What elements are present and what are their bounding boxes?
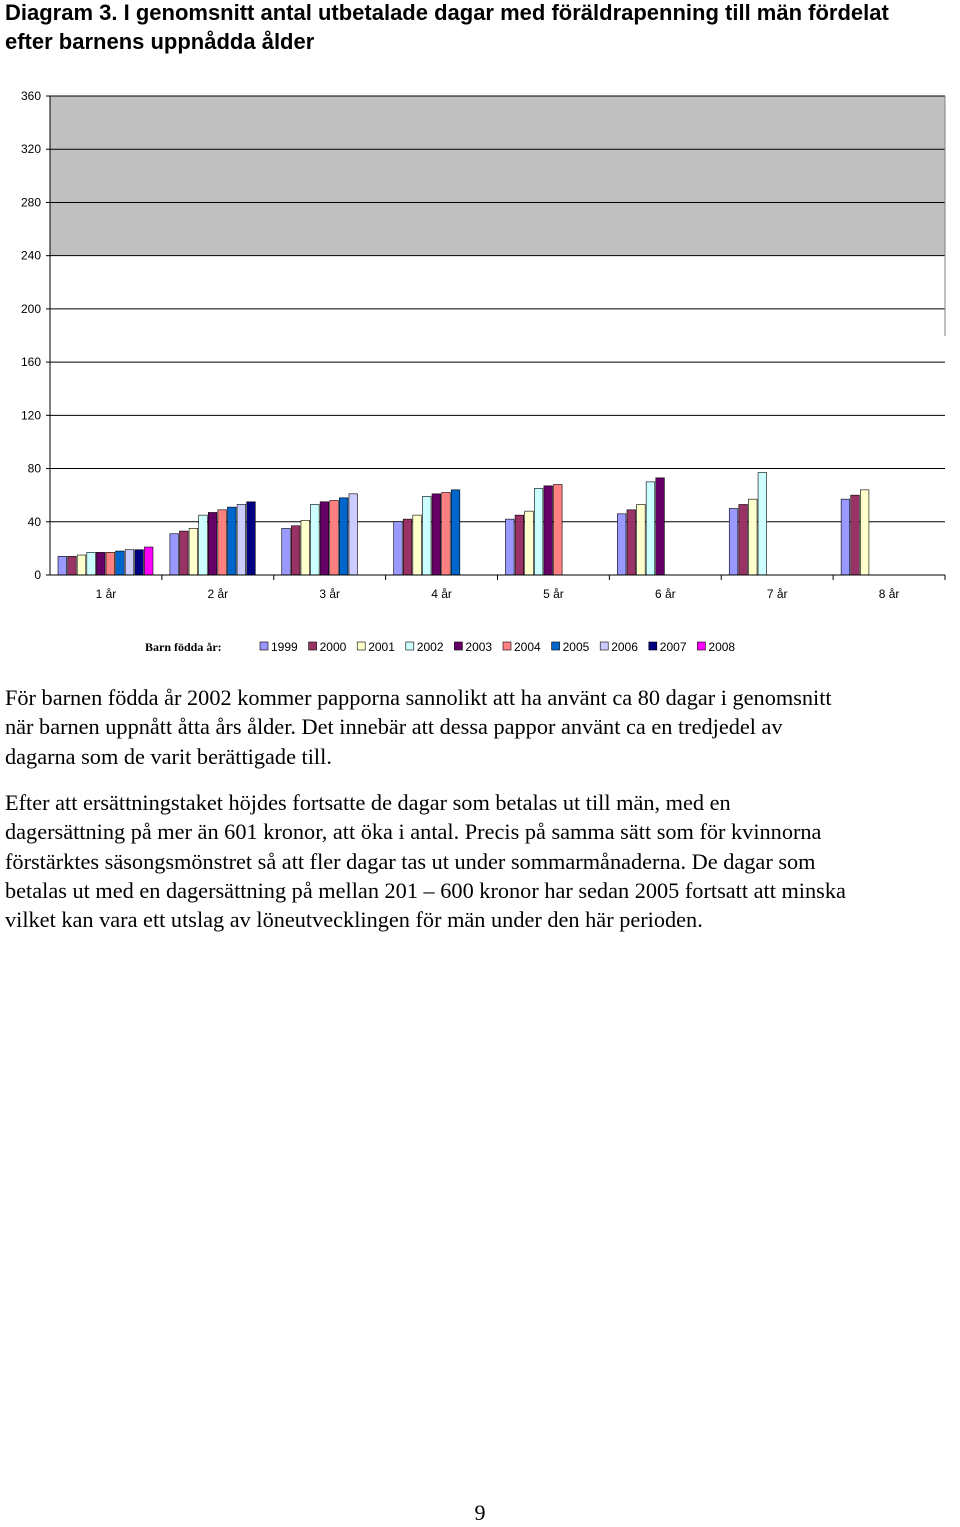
y-tick-label: 80 (27, 461, 41, 476)
bar-1999-3 (282, 528, 291, 575)
bar-2001-3 (301, 520, 310, 575)
x-category-label: 4 år (431, 587, 452, 601)
diagram-title-line-2: efter barnens uppnådda ålder (5, 29, 315, 54)
bar-2007-2 (247, 502, 256, 575)
paragraph-2-line: vilket kan vara ett utslag av löneutvecklingen för män under den här perioden. (5, 907, 703, 933)
x-category-label: 5 år (543, 587, 564, 601)
legend-swatch-1999 (260, 642, 268, 650)
y-tick-label: 240 (20, 248, 41, 263)
legend-label-2000: 2000 (319, 640, 347, 654)
bar-2007-1 (135, 550, 144, 575)
plot-background (50, 96, 945, 575)
bar-1999-6 (617, 514, 626, 575)
legend-label-2004: 2004 (514, 640, 541, 654)
y-tick-label: 40 (27, 514, 41, 529)
legend-swatch-2006 (600, 642, 608, 650)
legend-label-1999: 1999 (271, 640, 298, 654)
y-axis-ticks (21, 89, 50, 582)
bar-2003-1 (96, 552, 105, 575)
legend-swatch-2005 (552, 642, 560, 650)
y-tick-label: 320 (20, 142, 41, 157)
bar-2002-3 (311, 504, 320, 575)
bar-2001-6 (637, 504, 646, 575)
x-axis-labels (96, 587, 900, 601)
bar-2002-1 (87, 552, 96, 575)
x-category-label: 6 år (654, 587, 676, 601)
y-tick-label: 0 (34, 568, 41, 582)
bar-2003-3 (320, 502, 329, 575)
plot-area-upper-band (50, 96, 945, 256)
bar-chart (0, 80, 960, 665)
bar-2000-1 (68, 556, 77, 575)
legend-swatch-2001 (357, 642, 365, 650)
paragraph-2-line: Efter att ersättningstaket höjdes fortsatte de dagar som betalas ut till män, med en (5, 790, 731, 815)
x-category-label: 8 år (878, 587, 900, 601)
y-tick-label: 360 (20, 89, 41, 103)
bar-2000-5 (515, 515, 524, 575)
y-tick-label: 280 (20, 195, 41, 210)
legend-label-2007: 2007 (659, 640, 687, 654)
bar-2000-7 (739, 504, 748, 575)
legend (145, 640, 735, 654)
legend-label-2002: 2002 (416, 640, 444, 654)
bar-2001-4 (413, 515, 422, 575)
bar-2001-1 (77, 555, 86, 575)
bar-2000-6 (627, 510, 636, 575)
bar-2004-5 (554, 485, 563, 575)
bar-2004-2 (218, 510, 227, 575)
bar-2003-6 (656, 478, 665, 575)
bar-1999-8 (841, 499, 850, 575)
bar-2000-2 (179, 531, 188, 575)
bar-2004-3 (330, 500, 339, 575)
bar-2003-2 (208, 512, 217, 575)
bar-2003-5 (544, 486, 553, 575)
bar-2001-2 (189, 528, 198, 575)
bar-2003-4 (432, 494, 441, 575)
diagram-title (5, 0, 955, 56)
bar-1999-1 (58, 556, 67, 575)
bar-2002-7 (758, 473, 767, 575)
legend-swatch-2008 (697, 642, 705, 650)
y-tick-label: 200 (20, 301, 41, 316)
paragraph-1-line: För barnen födda år 2002 kommer papporna sannolikt att ha använt ca 80 dagar i genomsnitt (5, 685, 832, 710)
bar-1999-2 (170, 534, 179, 575)
legend-label-2001: 2001 (368, 640, 395, 654)
paragraph-2 (5, 788, 960, 934)
legend-label-2006: 2006 (611, 640, 638, 654)
bar-2008-1 (144, 547, 153, 575)
bar-2002-4 (422, 496, 431, 575)
bar-2004-4 (442, 493, 451, 575)
x-category-label: 7 år (766, 587, 788, 601)
paragraph-1-line: när barnen uppnått åtta års ålder. Det innebär att dessa pappor använt ca en tredjedel av (5, 714, 783, 740)
legend-swatch-2002 (406, 642, 414, 650)
bar-2005-4 (451, 490, 460, 575)
bar-2006-2 (237, 504, 246, 575)
bar-2002-6 (646, 482, 655, 575)
bar-2005-2 (227, 507, 236, 575)
bar-2001-7 (748, 499, 757, 575)
legend-label-2003: 2003 (465, 640, 493, 654)
y-tick-label: 120 (20, 408, 41, 423)
bar-2006-1 (125, 550, 134, 575)
bar-2000-8 (851, 495, 860, 575)
paragraph-2-line: betalas ut med en dagersättning på mellan 201 – 600 kronor har sedan 2005 fortsatt att minska (5, 877, 846, 903)
y-tick-label: 160 (20, 355, 41, 370)
legend-title: Barn födda år: (145, 640, 222, 654)
paragraph-2-line: förstärktes säsongsmönstret så att fler dagar tas ut under sommarmånaderna. De dagar som (5, 848, 816, 874)
bar-2000-4 (403, 519, 412, 575)
paragraph-1-line: dagarna som de varit berättigade till. (5, 743, 332, 769)
legend-label-2005: 2005 (562, 640, 590, 654)
paragraph-1 (5, 683, 960, 771)
legend-swatch-2000 (309, 642, 317, 650)
bar-1999-5 (506, 519, 515, 575)
legend-swatch-2004 (503, 642, 511, 650)
legend-label-2008: 2008 (708, 640, 736, 654)
bar-2006-3 (349, 494, 358, 575)
bar-1999-7 (729, 508, 738, 575)
bar-2005-1 (116, 551, 125, 575)
bar-2000-3 (291, 526, 300, 575)
page-number: 9 (474, 1500, 486, 1525)
legend-swatch-2003 (454, 642, 462, 650)
bar-2002-2 (199, 515, 208, 575)
legend-swatch-2007 (649, 642, 657, 650)
paragraph-2-line: dagersättning på mer än 601 kronor, att öka i antal. Precis på samma sätt som för kvinnorna (5, 819, 822, 845)
bar-2004-1 (106, 552, 115, 575)
x-category-label: 3 år (319, 587, 341, 601)
bar-2001-5 (525, 511, 534, 575)
x-category-label: 1 år (95, 587, 117, 601)
x-category-label: 2 år (207, 587, 229, 601)
diagram-title-line-1: Diagram 3. I genomsnitt antal utbetalade dagar med föräldrapenning till män fördelat (5, 0, 889, 25)
bar-2002-5 (534, 489, 543, 575)
bar-1999-4 (394, 522, 403, 575)
bar-2005-3 (339, 498, 348, 575)
bar-2001-8 (860, 490, 869, 575)
